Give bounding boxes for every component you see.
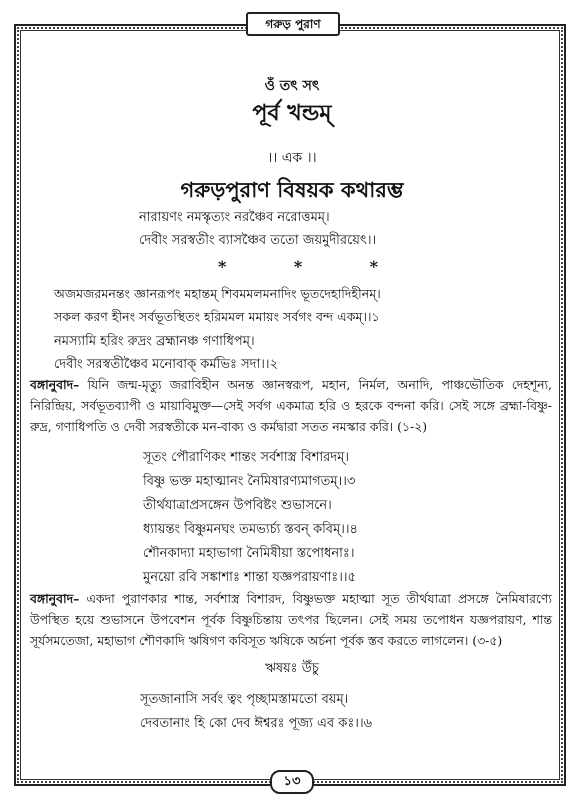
verse-line: দেবীং সরস্বতীঞ্চৈব মনোবাক্ কর্মভিঃ সদা।।২ — [54, 357, 279, 372]
translation-text: একদা পুরাণকার শান্ত, সর্বশাস্ত্র বিশারদ, বিষ্ণুভক্ত মহাত্মা সূত তীর্থযাত্রা প্রসঙ্গে নৈমিষারণ্যে উপস্থিত হয়ে শুভাসনে উপবেশন পূর্বক বিষ্ণুচিন্তায় তৎপর ছিলেন। সেই সময় তপোধন যজ্ঞপরায়ণ, শান্ত সূর্যসমতেজা, মহাভাগ শৌণকাদি ঋষিগণ কবিসূত ঋষিকে অর্চনা পূর্বক স্তব করতে লাগলেন। (৩-৫) — [30, 591, 552, 648]
translation-lead: বঙ্গানুবাদ– — [30, 591, 80, 606]
invocation-line-1: নারায়ণং নমস্কৃত্যং নরঞ্চৈব নরোত্তমম্। — [139, 210, 330, 225]
verse-line: মুনয়ো রবি সঙ্কাশাঃ শান্তা যজ্ঞপরায়ণাঃ।।৫ — [143, 570, 356, 585]
page-number: ১৩ — [270, 770, 314, 794]
part-title: পূর্ব খন্ডম্ — [252, 100, 332, 126]
speaker-label: ঋষয়ঃ উঁচু — [265, 661, 319, 676]
translation-lead: বঙ্গানুবাদ– — [30, 377, 80, 392]
star: * — [218, 257, 227, 276]
star: * — [369, 257, 378, 276]
verse-line: ধ্যায়ন্তং বিষ্ণুমনঘং তমভ্যর্চ্য স্তবন্ কবিম্।।৪ — [143, 522, 358, 537]
section-title: গরুড়পুরাণ বিষয়ক কথারম্ভ — [180, 177, 404, 202]
star-divider — [218, 257, 378, 276]
chapter-label: ।। এক ।। — [267, 150, 317, 166]
verse-line: শৌনকাদ্যা মহাভাগা নৈমিষীয়া স্তপোধনাঃ। — [143, 546, 355, 561]
verse-line: বিষ্ণু ভক্ত মহাত্মানং নৈমিষারণ্যমাগতম্।।৩ — [143, 474, 356, 489]
translation-paragraph — [30, 588, 552, 651]
verse-line: নমস্যামি হরিং রুদ্রং ব্রহ্মানঞ্চ গণাধিপম্। — [54, 334, 255, 349]
verse-line: অজমজরমনন্তং জ্ঞানরূপং মহান্তম্ শিবমমলমনাদিং ভূতদেহাদিহীনম্। — [54, 286, 381, 301]
invocation-line-2: দেবীং সরস্বতীং ব্যাসঞ্চৈব ততো জয়মুদীরয়েৎ।। — [139, 233, 377, 248]
verse-line: দেবতানাং হি কো দেব ঈশ্বরঃ পূজ্য এব কঃ।।৬ — [140, 716, 373, 731]
running-header: গরুড় পুরাণ — [246, 12, 340, 36]
verse-line: সূতজানাসি সর্বং ত্বং পৃচ্ছামস্তামতো বয়ম্। — [140, 692, 349, 707]
verse-line: সূতং পৌরাণিকং শান্তং সর্বশাস্ত্র বিশারদম্। — [143, 450, 349, 465]
verse-line: তীর্থযাত্রাপ্রসঙ্গেন উপবিষ্টং শুভাসনে। — [143, 498, 332, 513]
translation-paragraph — [30, 374, 552, 437]
star: * — [293, 257, 303, 276]
translation-text: যিনি জন্ম-মৃত্যু জরাবিহীন অনন্ত জ্ঞানস্বরূপ, মহান, নির্মল, অনাদি, পাঞ্চভৌতিক দেহশূন্য, নিরিন্দ্রিয়, সর্বভূতব্যাপী ও মায়াবিমুক্ত—সেই সর্বগ একমাত্র হরি ও হরকে বন্দনা করি। সেই সঙ্গে ব্রহ্মা-বিষ্ণু-রুদ্র, গণাধিপতি ও দেবী সরস্বতীকে মন-বাক্য ও কর্মদ্বারা সতত নমস্কার করি। (১-২) — [30, 377, 552, 434]
om-tat-sat-line: ওঁ তৎ সৎ — [264, 78, 320, 94]
verse-line: সকল করণ হীনং সর্বভূতস্থিতং হরিমমল মমায়ং সর্বগং বন্দ একম্।।১ — [54, 309, 380, 324]
